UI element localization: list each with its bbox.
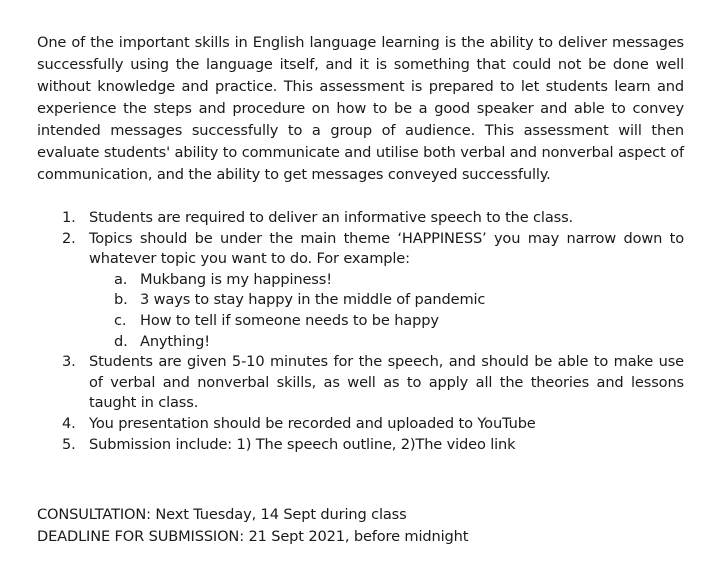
topic-example-text: 3 ways to stay happy in the middle of pandemic <box>140 291 486 309</box>
instruction-number: 4. <box>62 414 76 432</box>
topic-example-text: Anything! <box>140 332 210 350</box>
instruction-number: 5. <box>62 435 76 453</box>
topic-example-letter: a. <box>114 270 128 288</box>
instruction-text: Submission include: 1) The speech outline, 2)The video link <box>89 435 516 453</box>
instruction-number: 3. <box>62 353 76 371</box>
instruction-item <box>37 414 684 435</box>
instruction-item <box>37 352 684 414</box>
topic-example-item <box>89 270 684 291</box>
topic-example-list <box>89 270 684 352</box>
schedule-footer <box>37 504 684 548</box>
topic-example-text: How to tell if someone needs to be happy <box>140 311 439 329</box>
deadline-line: DEADLINE FOR SUBMISSION: 21 Sept 2021, before midnight <box>37 528 469 546</box>
instruction-item <box>37 208 684 229</box>
instruction-item <box>37 435 684 456</box>
topic-example-text: Mukbang is my happiness! <box>140 270 332 288</box>
intro-paragraph: One of the important skills in English language learning is the ability to deliver messages successfully using the language itself, and it is something that could not be done well without knowledge and practice. This assessment is prepared to let students learn and experience the steps and procedure on how to be a good speaker and able to convey intended messages successfully to a group of audience. This assessment will then evaluate students' ability to communicate and utilise both verbal and nonverbal aspect of communication, and the ability to get messages conveyed successfully. <box>37 34 684 183</box>
instruction-text: Topics should be under the main theme ‘HAPPINESS’ you may narrow down to whatever topic you want to do. For example: <box>89 229 684 268</box>
topic-example-item <box>89 290 684 311</box>
consultation-line: CONSULTATION: Next Tuesday, 14 Sept during class <box>37 506 407 524</box>
topic-example-item <box>89 311 684 332</box>
instruction-text: Students are required to deliver an informative speech to the class. <box>89 209 574 226</box>
topic-example-letter: b. <box>114 291 128 309</box>
instruction-list <box>37 208 684 455</box>
topic-example-item <box>89 332 684 353</box>
instruction-text: Students are given 5-10 minutes for the speech, and should be able to make use of verbal and nonverbal skills, as well as to apply all the theories and lessons taught in class. <box>89 353 684 412</box>
topic-example-letter: c. <box>114 311 127 329</box>
instruction-number: 2. <box>62 229 76 247</box>
instruction-number: 1. <box>62 209 76 226</box>
topic-example-letter: d. <box>114 332 128 350</box>
instruction-text: You presentation should be recorded and uploaded to YouTube <box>89 414 536 432</box>
instruction-item <box>37 229 684 353</box>
